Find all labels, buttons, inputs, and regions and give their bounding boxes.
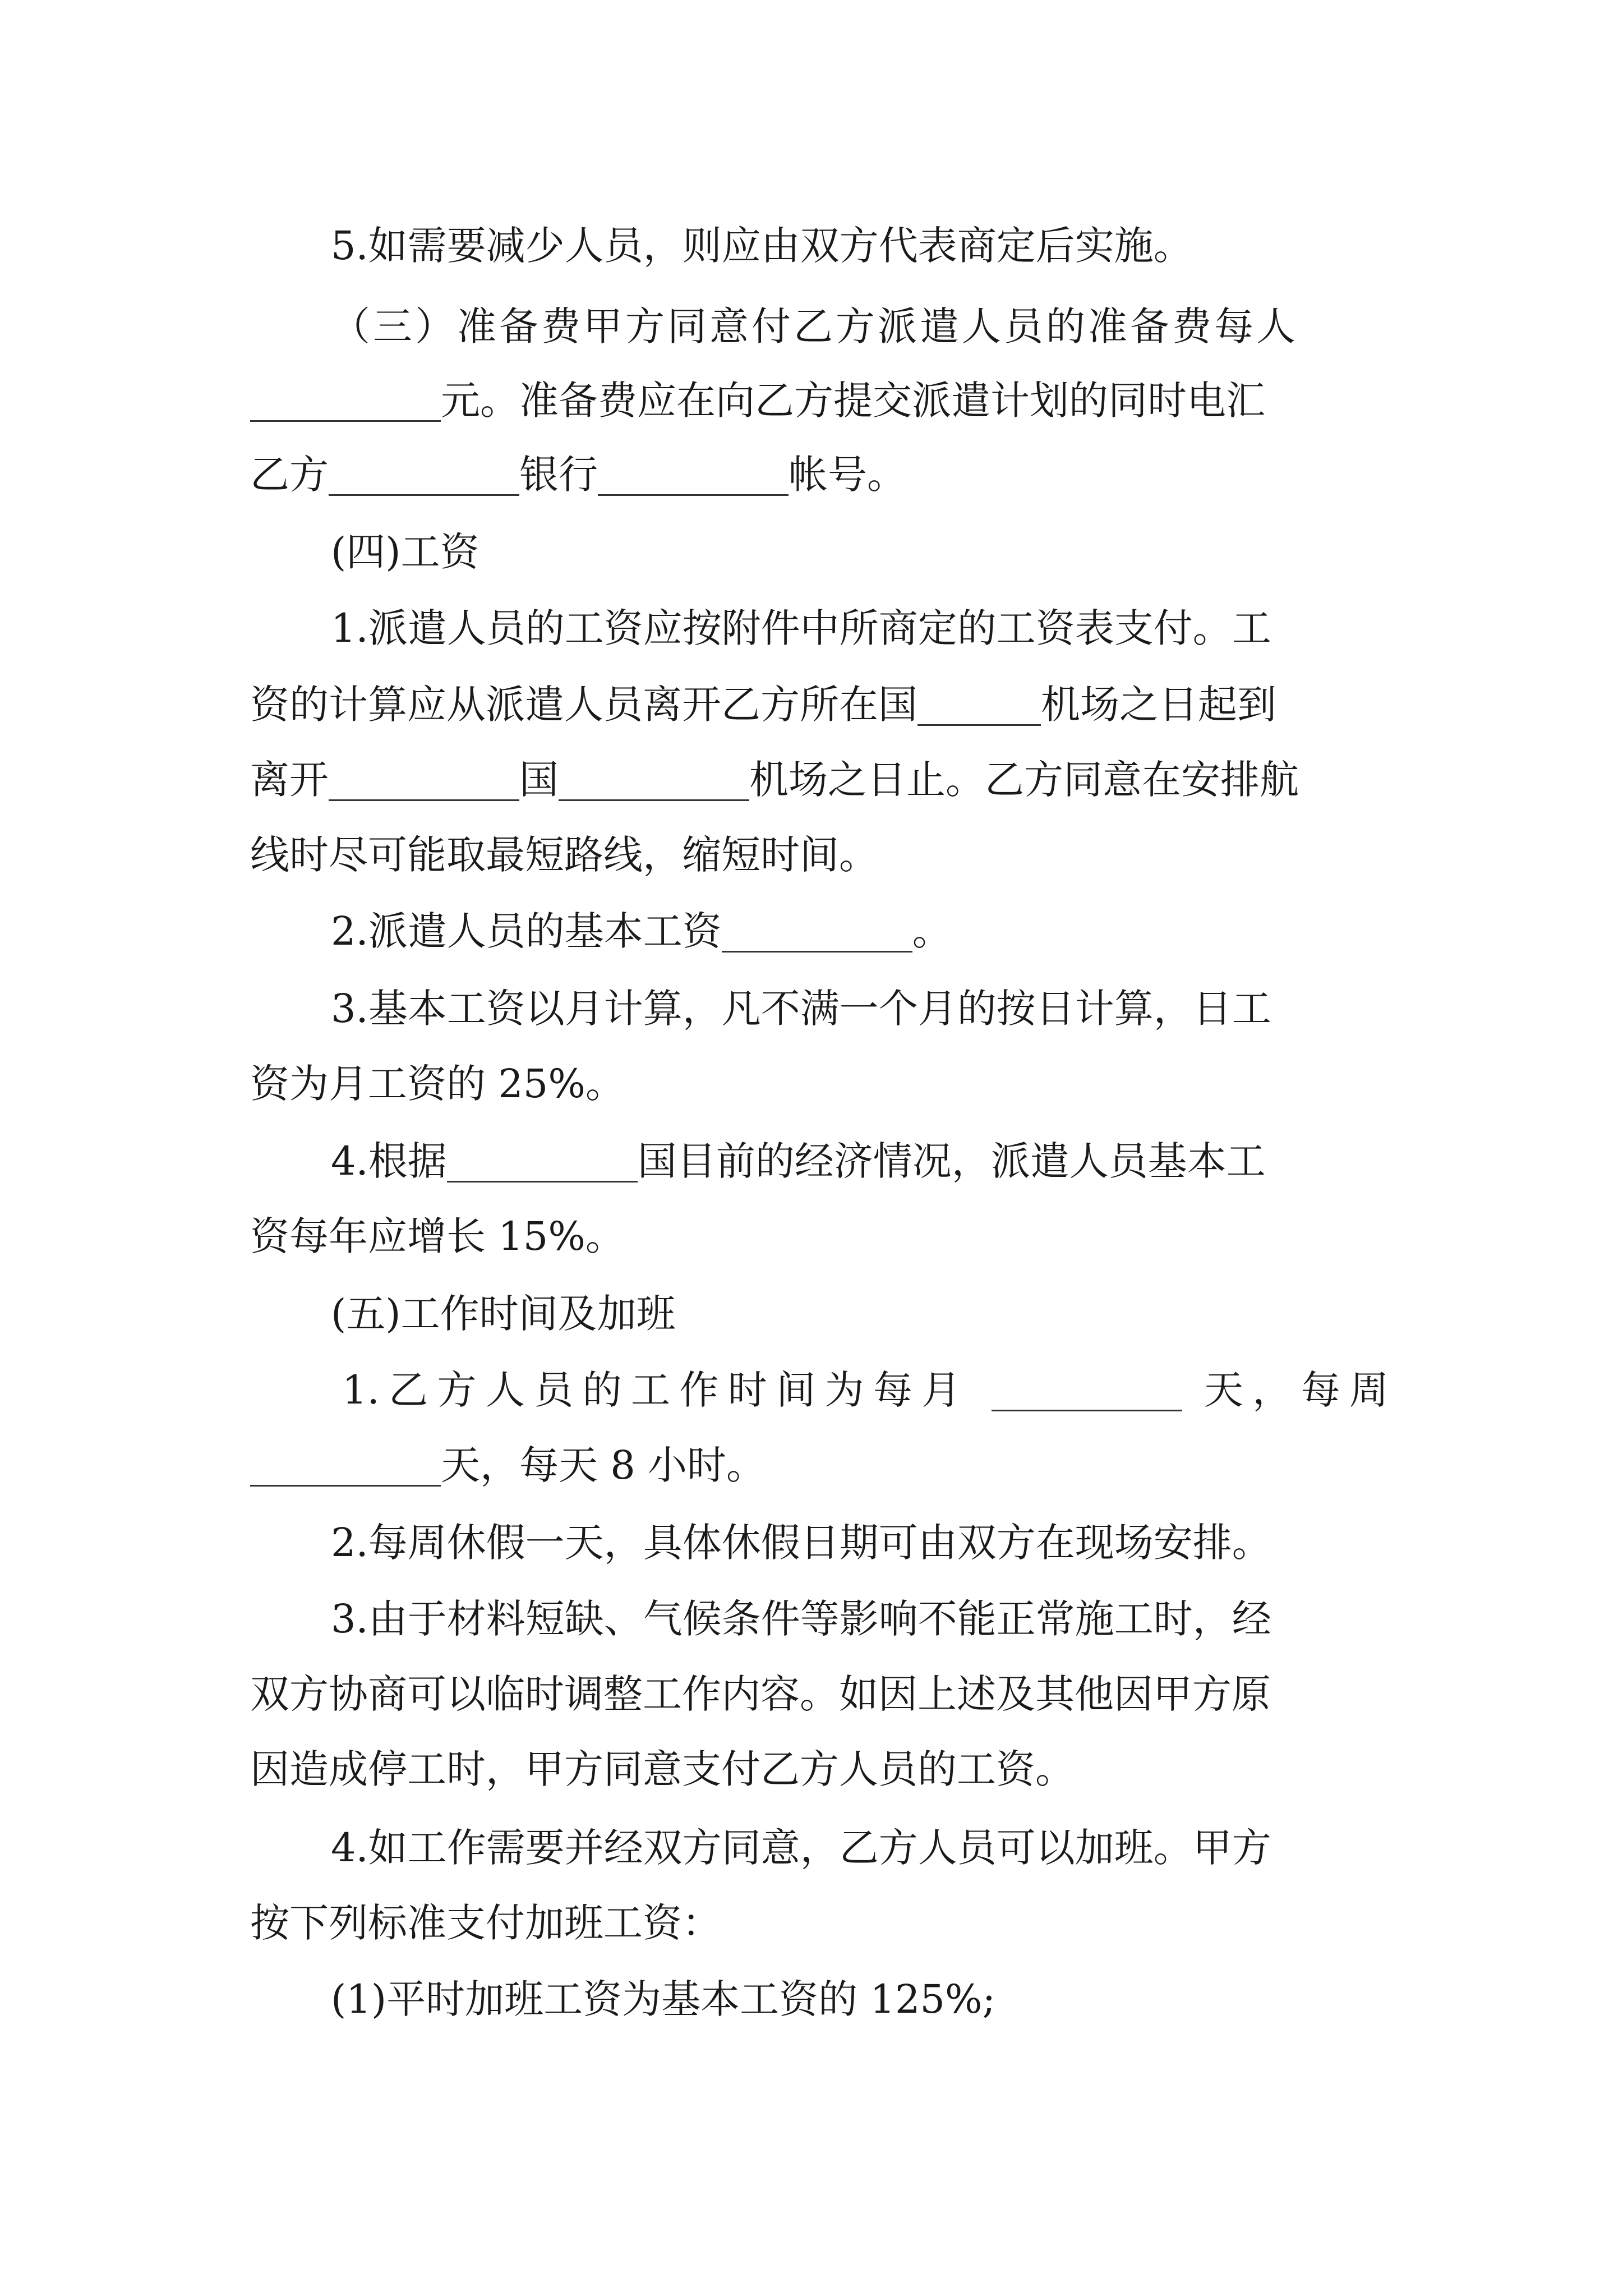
departure-country-blank[interactable] (917, 685, 1041, 726)
preparation-fee-amount-line: 元。准备费应在向乙方提交派遣计划的同时电汇 (250, 367, 1389, 434)
base-wage-blank[interactable] (722, 912, 912, 953)
wage-clause-1-line-4: 线时尽可能取最短路线，缩短时间。 (250, 832, 878, 878)
wage-clause-4-line-1: 4.根据 国目前的经济情况，派遣人员基本工 (331, 1138, 1266, 1184)
country-economy-blank[interactable] (447, 1142, 638, 1182)
wage-clause-2: 2.派遣人员的基本工资 。 (331, 908, 952, 954)
fee-amount-blank[interactable] (250, 381, 441, 422)
clause-5-reduce-staff: 5.如需要减少人员，则应由双方代表商定后实施。 (331, 223, 1193, 269)
hours-clause-3-line-1: 3.由于材料短缺、气候条件等影响不能正常施工时，经 (331, 1596, 1271, 1642)
hours-clause-4-line-1: 4.如工作需要并经双方同意，乙方人员可以加班。甲方 (331, 1825, 1271, 1871)
hours-clause-3-line-2: 双方协商可以临时调整工作内容。如因上述及其他因甲方原 (250, 1671, 1271, 1717)
wage-clause-1-line-2: 资的计算应从派遣人员离开乙方所在国 机场之日起到 (250, 682, 1276, 728)
hours-clause-2: 2.每周休假一天，具体休假日期可由双方在现场安排。 (331, 1520, 1271, 1566)
wage-clause-3-line-2: 资为月工资的 25%。 (250, 1061, 625, 1107)
leave-place-blank[interactable] (329, 760, 519, 801)
bank-blank[interactable] (598, 455, 789, 496)
hours-clause-3-line-3: 因造成停工时，甲方同意支付乙方人员的工资。 (250, 1746, 1075, 1792)
section-3-preparation-fee: （三）准备费甲方同意付乙方派遣人员的准备费每人 (331, 303, 1298, 349)
hours-clause-1-line-1: 1.乙方人员的工作时间为每月 天，每周 (342, 1367, 1389, 1413)
leave-country-blank[interactable] (559, 760, 749, 801)
hours-clause-4-line-2: 按下列标准支付加班工资： (250, 1900, 721, 1946)
hours-clause-1-line-2: 天，每天 8 小时。 (250, 1432, 1389, 1499)
section-4-wages-heading: (四)工资 (331, 529, 479, 575)
wage-clause-3-line-1: 3.基本工资以月计算，凡不满一个月的按日计算，日工 (331, 986, 1271, 1032)
wage-clause-1-line-3: 离开 国 机场之日止。乙方同意在安排航 (250, 757, 1299, 803)
days-per-month-blank[interactable] (992, 1370, 1182, 1411)
payee-blank[interactable] (329, 455, 519, 496)
days-per-week-blank[interactable] (250, 1446, 441, 1487)
section-5-working-hours-heading: (五)工作时间及加班 (331, 1291, 676, 1337)
wage-clause-4-line-2: 资每年应增长 15%。 (250, 1213, 625, 1259)
bank-account-line: 乙方 银行 帐号。 (250, 452, 906, 498)
wage-clause-1-line-1: 1.派遣人员的工资应按附件中所商定的工资表支付。工 (331, 605, 1271, 651)
overtime-rate-item-1: (1)平时加班工资为基本工资的 125%; (331, 1976, 996, 2022)
